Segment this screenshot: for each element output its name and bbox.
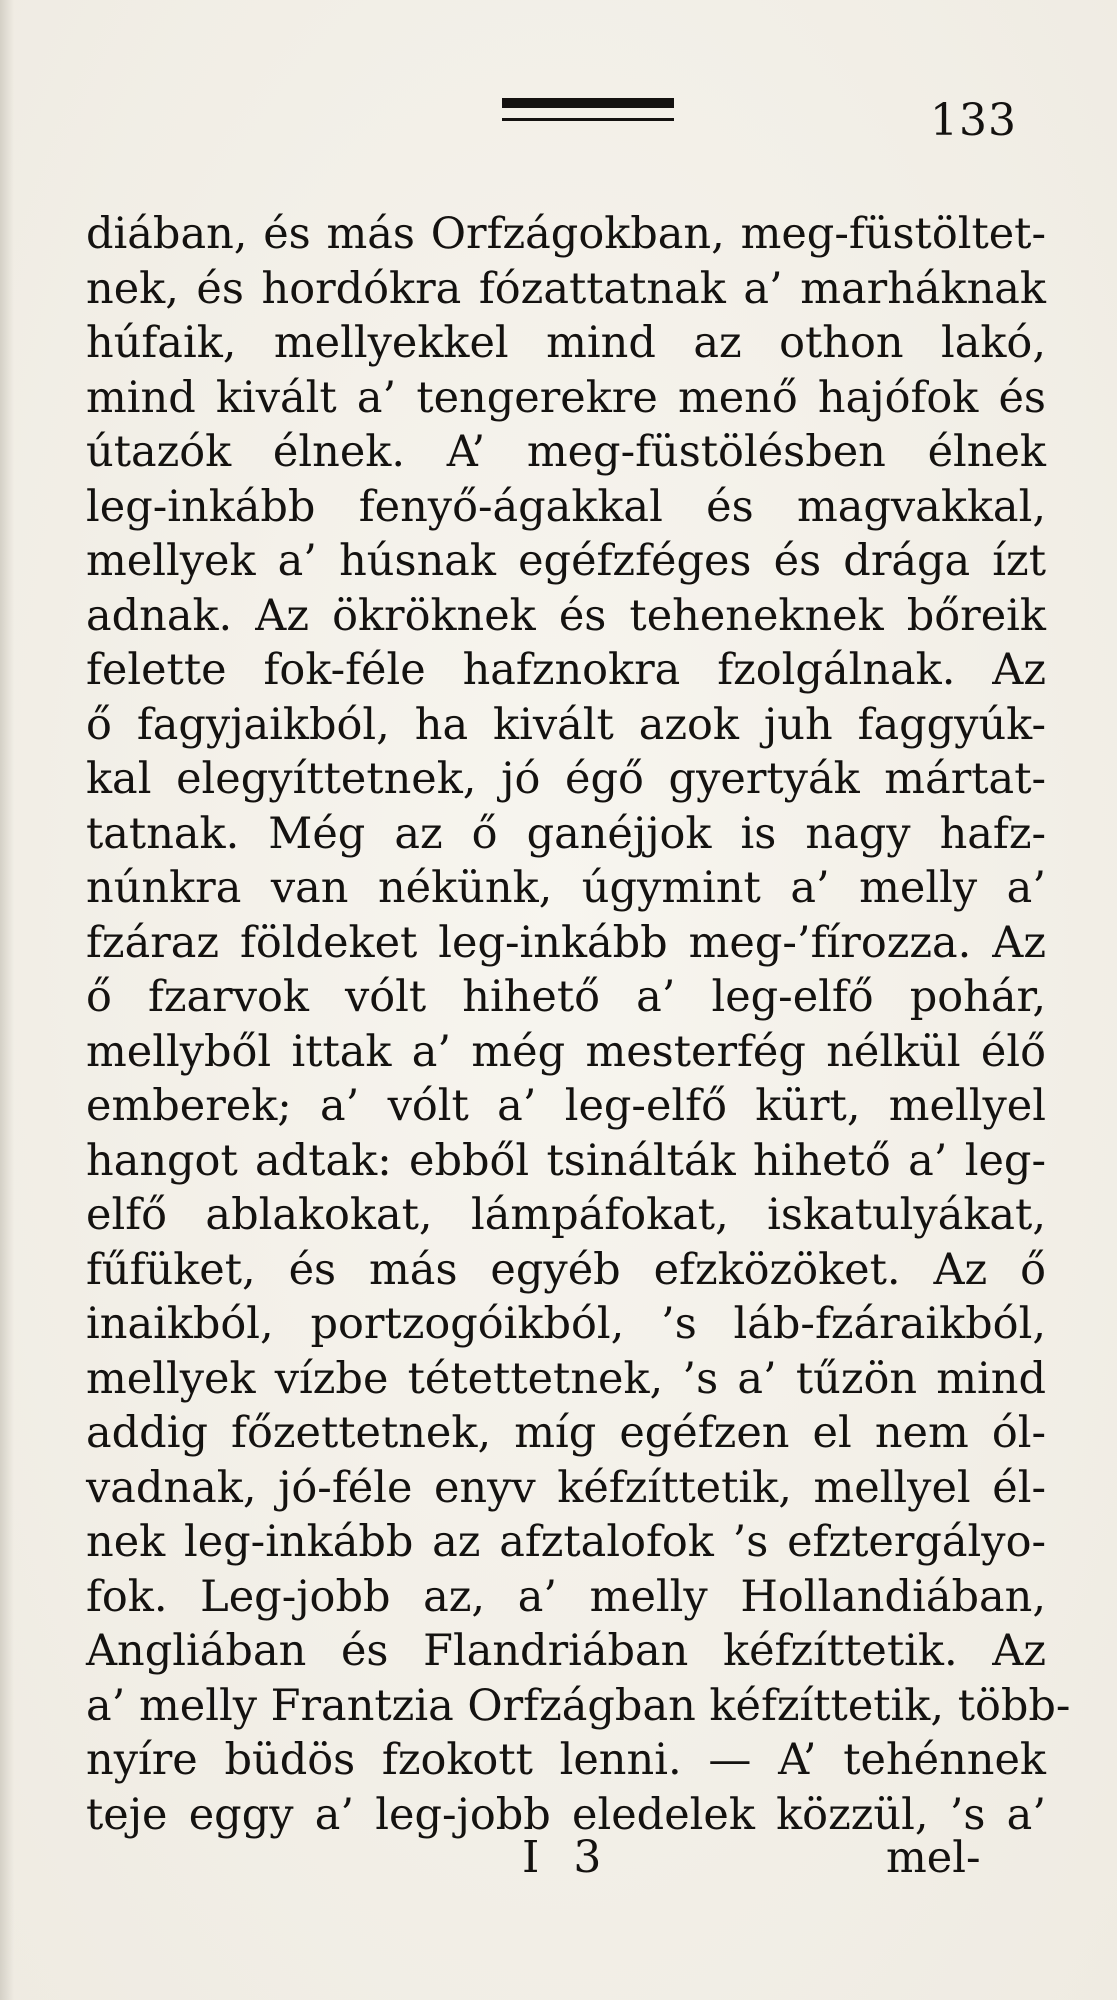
text-line: húfaik, mellyekkel mind az othon lakó, — [86, 318, 1046, 368]
text-line: ő fzarvok vólt hihető a’ leg-elfő pohár, — [86, 972, 1046, 1022]
text-line: nek leg-inkább az afztalofok ’s efztergályo- — [86, 1517, 1046, 1567]
text-line: inaikból, portzogóikból, ’s láb-fzáraikból, — [86, 1299, 1046, 1349]
catchword: mel- — [886, 1833, 981, 1883]
text-line: mind kivált a’ tengerekre menő hajófok és — [86, 372, 1046, 423]
text-line: teje eggy a’ leg-jobb eledelek közzül, ’s a’ — [86, 1789, 1046, 1840]
text-line: tatnak. Még az ő ganéjjok is nagy hafz- — [86, 808, 1046, 859]
text-line: diában, és más Orfzágokban, meg-füstöltet- — [86, 209, 1046, 259]
text-line: hangot adtak: ebből tsinálták hihető a’ leg- — [86, 1135, 1046, 1186]
page-footer — [0, 1830, 1117, 1890]
text-line: fzáraz földeket leg-inkább meg-’fírozza. Az — [86, 917, 1046, 968]
text-line: útazók élnek. A’ meg-füstölésben élnek — [86, 427, 1046, 477]
text-line: adnak. Az ökröknek és teheneknek bőreik — [86, 590, 1046, 641]
text-line: fok. Leg-jobb az, a’ melly Hollandiában, — [86, 1571, 1046, 1622]
page-number: 133 — [930, 95, 1017, 146]
body-text — [86, 207, 1071, 1842]
text-line: kal elegyíttetnek, jó égő gyertyák mártat- — [86, 754, 1046, 804]
text-line: vadnak, jó-féle enyv kéfzíttetik, mellyel él- — [86, 1462, 1046, 1513]
text-line: mellyek a’ húsnak egéfzféges és drága ízt — [86, 536, 1046, 586]
signature-mark: I 3 — [522, 1832, 612, 1883]
header-rule-thick — [502, 98, 674, 108]
text-line: ő fagyjaikból, ha kivált azok juh faggyúk- — [86, 699, 1046, 750]
text-line: addig főzettetnek, míg egéfzen el nem ól- — [86, 1408, 1046, 1458]
text-line: leg-inkább fenyő-ágakkal és magvakkal, — [86, 481, 1046, 532]
text-line: felette fok-féle hafznokra fzolgálnak. Az — [86, 645, 1046, 695]
text-line: núnkra van nékünk, úgymint a’ melly a’ — [86, 863, 1046, 913]
text-line: Angliában és Flandriában kéfzíttetik. Az — [86, 1626, 1046, 1676]
text-line: a’ melly Frantzia Orfzágban kéfzíttetik, több- — [86, 1680, 1071, 1731]
page-gutter-shadow — [0, 0, 14, 2000]
text-line: mellyek vízbe tétettetnek, ’s a’ tűzön mind — [86, 1353, 1046, 1404]
text-line: elfő ablakokat, lámpáfokat, iskatulyákat, — [86, 1190, 1046, 1240]
text-line: emberek; a’ vólt a’ leg-elfő kürt, mellyel — [86, 1081, 1046, 1131]
text-line: nek, és hordókra fózattatnak a’ marháknak — [86, 263, 1046, 314]
text-line: fűfüket, és más egyéb efzközöket. Az ő — [86, 1244, 1046, 1295]
text-line: nyíre büdös fzokott lenni. — A’ tehénnek — [86, 1735, 1046, 1785]
header-rule-thin — [502, 118, 674, 121]
text-line: mellyből ittak a’ még mesterfég nélkül élő — [86, 1026, 1046, 1077]
